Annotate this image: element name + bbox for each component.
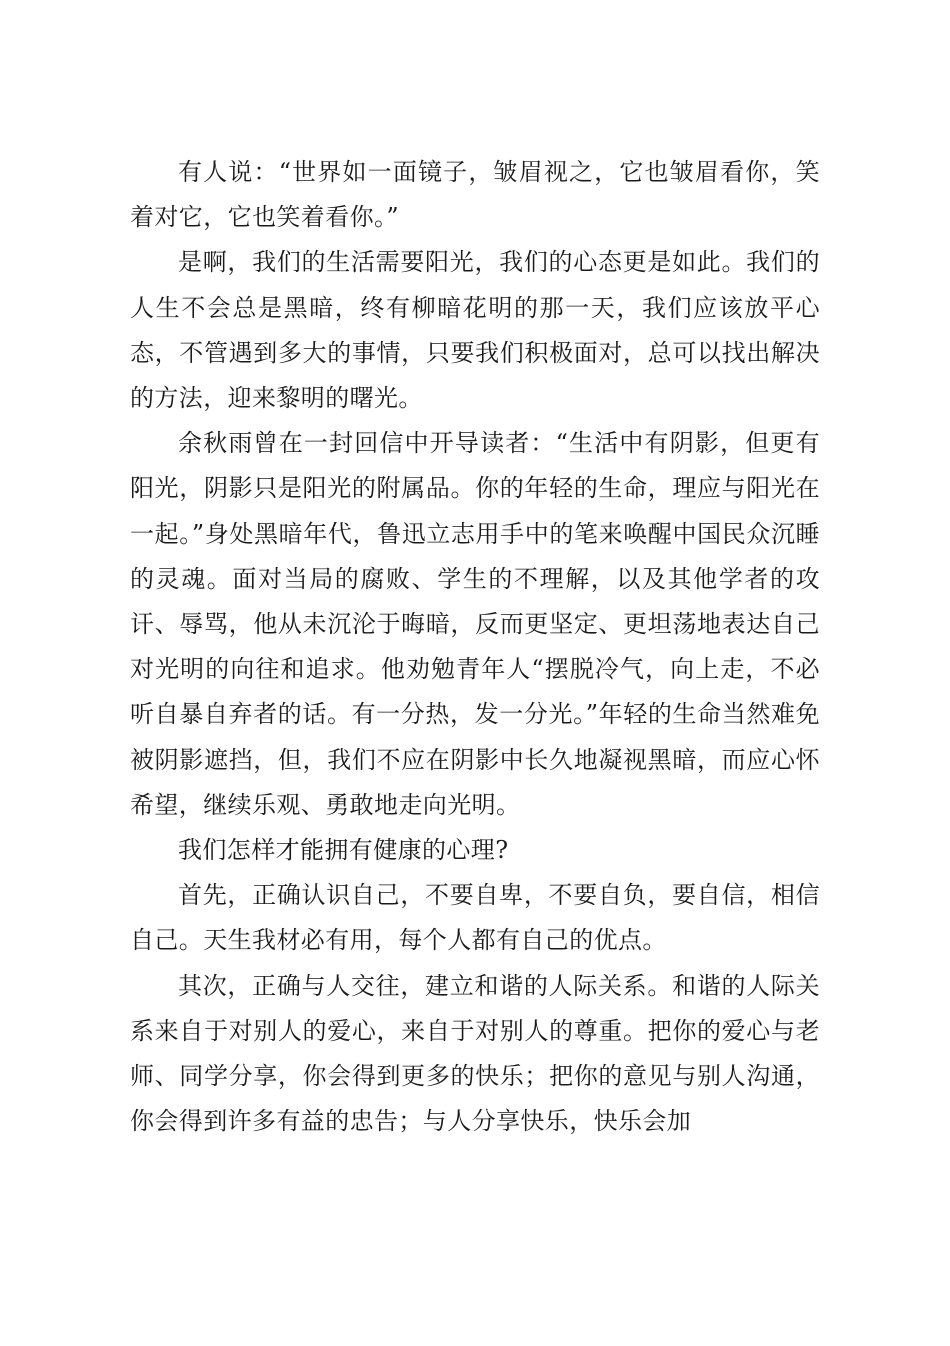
paragraph-1: 有人说：“世界如一面镜子，皱眉视之，它也皱眉看你，笑着对它，它也笑着看你。”: [130, 158, 820, 232]
paragraph-2: 是啊，我们的生活需要阳光，我们的心态更是如此。我们的人生不会总是黑暗，终有柳暗花明的那一天，我们应该放平心态，不管遇到多大的事情，只要我们积极面对，总可以找出解决的方法，迎来黎明的曙光。: [130, 248, 820, 413]
paragraph-6: 其次，正确与人交往，建立和谐的人际关系。和谐的人际关系来自于对别人的爱心，来自于对别人的尊重。把你的爱心与老师、同学分享，你会得到更多的快乐；把你的意见与别人沟通，你会得到许多有益的忠告；与人分享快乐，快乐会加: [130, 971, 820, 1136]
document-body: [130, 150, 820, 1144]
paragraph-5: 首先，正确认识自己，不要自卑，不要自负，要自信，相信自己。天生我材必有用，每个人都有自己的优点。: [130, 881, 820, 955]
paragraph-4: 我们怎样才能拥有健康的心理?: [178, 836, 509, 865]
paragraph-3: 余秋雨曾在一封回信中开导读者：“生活中有阴影，但更有阳光，阴影只是阳光的附属品。你的年轻的生命，理应与阳光在一起。”身处黑暗年代，鲁迅立志用手中的笔来唤醒中国民众沉睡的灵魂。面对当局的腐败、学生的不理解，以及其他学者的攻讦、辱骂，他从未沉沦于晦暗，反而更坚定、更坦荡地表达自己对光明的向往和追求。他劝勉青年人“摆脱冷气，向上走，不必听自暴自弃者的话。有一分热，发一分光。”年轻的生命当然难免被阴影遮挡，但，我们不应在阴影中长久地凝视黑暗，而应心怀希望，继续乐观、勇敢地走向光明。: [130, 429, 820, 819]
